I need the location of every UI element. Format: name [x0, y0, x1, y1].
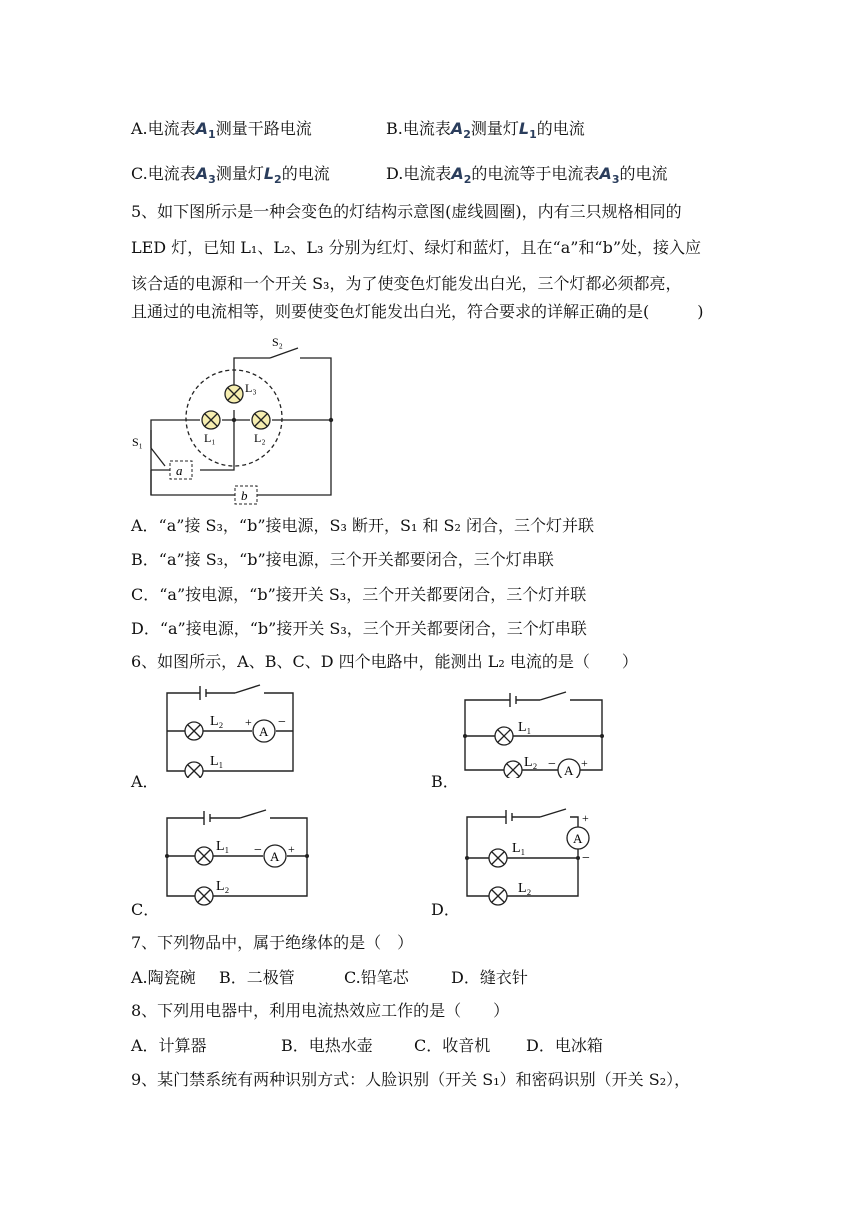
lamp-symbol: $L_1$	[518, 119, 537, 142]
switch	[235, 685, 260, 693]
q7-option-c: C.铅笔芯	[344, 968, 409, 987]
q8-option-c: C．收音机	[414, 1036, 491, 1055]
q5-circuit-figure	[120, 330, 350, 510]
q6-circuit-b	[460, 688, 610, 778]
q4-option-d: D.电流表$A_2$的电流等于电流表$A_3$的电流	[386, 164, 668, 187]
q6-label-a: A．	[131, 772, 159, 791]
q6-label-c: C．	[131, 900, 160, 919]
svg-text:−: −	[254, 843, 262, 858]
ammeter-symbol: $A_2$	[451, 164, 472, 187]
q6-circuit-d	[462, 800, 612, 912]
svg-text:L₂: L₂	[216, 879, 230, 894]
lamp-l1	[495, 727, 513, 745]
q8-options	[131, 1036, 603, 1056]
svg-text:L₁: L₁	[210, 754, 224, 769]
lamp-l2	[195, 887, 213, 905]
svg-text:+: +	[581, 756, 588, 770]
q9-stem: 9、某门禁系统有两种识别方式：人脸识别（开关 S₁）和密码识别（开关 S₂），	[131, 1070, 691, 1089]
q5-stem-line-3: 该合适的电源和一个开关 S₃，为了使变色灯能发出白光，三个灯都必须都亮，	[131, 274, 682, 293]
q7-stem: 7、下列物品中，属于绝缘体的是（ ）	[131, 933, 414, 952]
switch-s1	[151, 448, 165, 466]
svg-text:A: A	[259, 724, 269, 739]
svg-text:+: +	[245, 715, 252, 729]
svg-text:L₂: L₂	[210, 714, 224, 729]
q4-option-b: B.电流表$A_2$测量灯$L_1$的电流	[386, 119, 585, 142]
q7-options	[131, 968, 528, 988]
switch	[540, 809, 566, 817]
switch-s2	[270, 348, 298, 358]
q5-option-d: D．“a”接电源，“b”接开关 S₃，三个开关都要闭合，三个灯串联	[131, 619, 587, 638]
q6-circuit-a	[160, 683, 310, 778]
label-a: a	[176, 463, 183, 478]
svg-text:+: +	[288, 842, 295, 856]
q6-circuit-c	[162, 808, 312, 913]
q8-stem: 8、下列用电器中，利用电流热效应工作的是（ ）	[131, 1001, 510, 1020]
q6-stem: 6、如图所示，A、B、C、D 四个电路中，能测出 L₂ 电流的是（ ）	[131, 652, 638, 671]
ammeter-symbol: $A_1$	[195, 119, 216, 142]
svg-text:−: −	[582, 851, 590, 866]
q8-option-b: B．电热水壶	[281, 1036, 373, 1055]
svg-text:+: +	[582, 811, 589, 825]
switch	[540, 692, 566, 700]
svg-text:L₁: L₁	[216, 839, 230, 854]
svg-text:−: −	[278, 715, 286, 730]
label-l1: L₁	[204, 431, 216, 445]
q8-option-d: D．电冰箱	[526, 1036, 603, 1055]
q5-option-a: A．“a”接 S₃，“b”接电源，S₃ 断开，S₁ 和 S₂ 闭合，三个灯并联	[131, 516, 594, 535]
lamp-l1	[489, 849, 507, 867]
label-s2: S₂	[272, 335, 283, 349]
q5-option-b: B．“a”接 S₃，“b”接电源，三个开关都要闭合，三个灯串联	[131, 550, 554, 569]
svg-text:L₂: L₂	[524, 755, 538, 770]
q7-option-d: D．缝衣针	[451, 968, 528, 987]
q5-stem-line-4: 且通过的电流相等，则要使变色灯能发出白光，符合要求的详解正确的是( )	[131, 302, 704, 321]
svg-text:A: A	[564, 763, 574, 778]
q5-option-c: C．“a”按电源，“b”接开关 S₃，三个开关都要闭合，三个灯并联	[131, 585, 587, 604]
lamp-l1	[185, 762, 203, 778]
q5-stem-line-1: 5、如下图所示是一种会变色的灯结构示意图(虚线圆圈)，内有三只规格相同的	[131, 202, 682, 221]
q6-label-b: B．	[431, 772, 459, 791]
svg-text:−: −	[548, 757, 556, 772]
lamp-l1	[202, 411, 220, 429]
label-b: b	[241, 488, 248, 503]
lamp-l1	[195, 847, 213, 865]
q4-option-a: A.电流表$A_1$测量干路电流	[131, 119, 312, 142]
ammeter-symbol: $A_2$	[450, 119, 471, 142]
svg-text:A: A	[573, 831, 583, 846]
lamp-l2	[504, 761, 522, 778]
svg-text:L₁: L₁	[512, 841, 526, 856]
svg-text:L₂: L₂	[518, 881, 532, 896]
ammeter-symbol: $A_3$	[599, 164, 620, 187]
q4-option-c: C.电流表$A_3$测量灯$L_2$的电流	[131, 164, 330, 187]
lamp-l2	[489, 887, 507, 905]
lamp-l2	[252, 411, 270, 429]
q6-label-d: D．	[431, 900, 460, 919]
q8-option-a: A．计算器	[131, 1036, 207, 1055]
lamp-symbol: $L_2$	[263, 164, 282, 187]
label-l2: L₂	[254, 431, 266, 445]
switch	[240, 810, 266, 818]
label-l3: L₃	[245, 381, 257, 395]
lamp-l3	[225, 385, 243, 403]
svg-text:A: A	[270, 849, 280, 864]
ammeter-symbol: $A_3$	[195, 164, 216, 187]
q7-option-b: B．二极管	[219, 968, 295, 987]
q5-stem-line-2: LED 灯，已知 L₁、L₂、L₃ 分别为红灯、绿灯和蓝灯，且在“a”和“b”处，接入应	[131, 238, 702, 257]
svg-text:L₁: L₁	[518, 720, 532, 735]
q7-option-a: A.陶瓷碗	[131, 968, 196, 987]
label-s1: S₁	[132, 435, 143, 449]
lamp-l2	[185, 722, 203, 740]
